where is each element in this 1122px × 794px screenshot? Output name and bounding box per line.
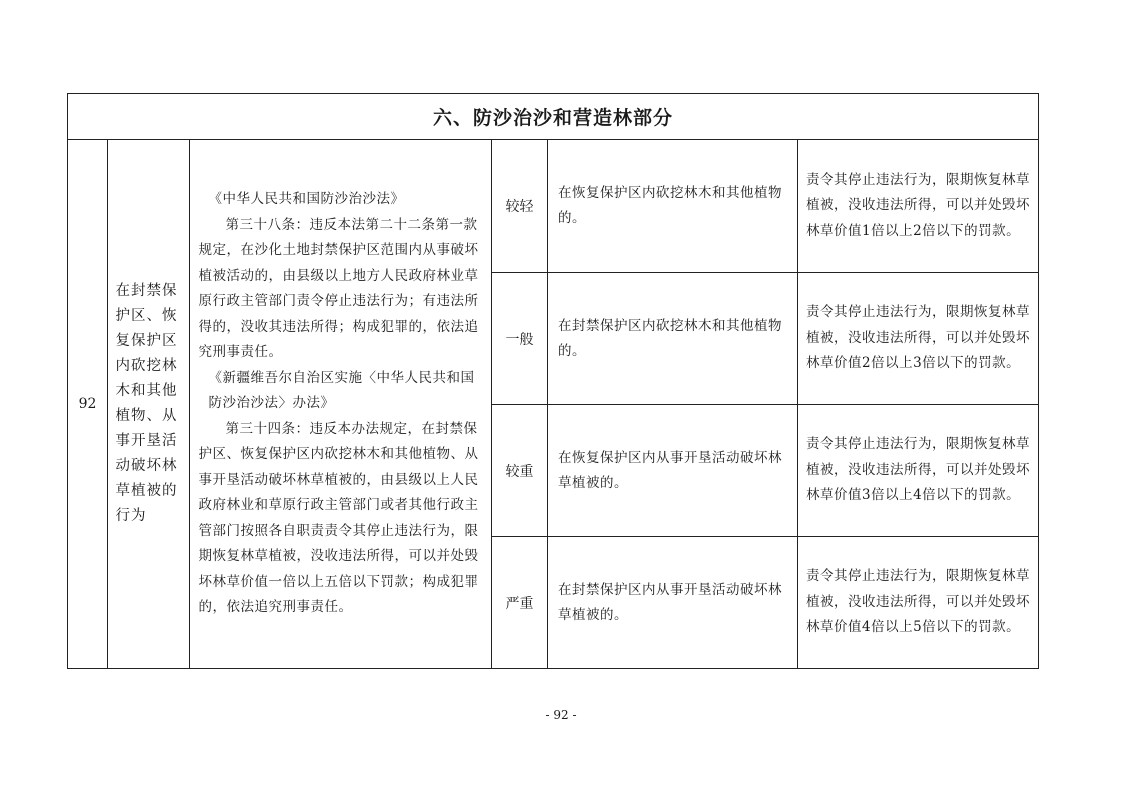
section-title: 六、防沙治沙和营造林部分 [68,94,1038,140]
law-article: 第三十四条：违反本办法规定，在封禁保护区、恢复保护区内砍挖林木和其他植物、从事开垦活动破坏林草植被的，由县级以上人民政府林业和草原行政主管部门或者其他行政主管部门按照各自职责责令其停止违法行为，限期恢复林草植被，没收违法所得，可以并处毁坏林草价值一倍以上五倍以下罚款；构成犯罪的，依法追究刑事责任。 [198,420,479,616]
penalty-standard: 责令其停止违法行为，限期恢复林草植被，没收违法所得，可以并处毁坏林草价值4倍以上5倍以下的罚款。 [806,568,1030,636]
severity-level: 一般 [492,273,548,404]
penalty-standard: 责令其停止违法行为，限期恢复林草植被，没收违法所得，可以并处毁坏林草价值3倍以上4倍以下的罚款。 [806,436,1030,504]
severity-level: 严重 [492,537,548,668]
violation-condition: 在恢复保护区内砍挖林木和其他植物的。 [548,140,798,272]
legal-basis-text [199,187,483,621]
severity-level: 较重 [492,405,548,536]
violation-condition: 在封禁保护区内从事开垦活动破坏林草植被的。 [548,537,798,668]
penalty-standard: 责令其停止违法行为，限期恢复林草植被，没收违法所得，可以并处毁坏林草价值1倍以上2倍以下的罚款。 [806,171,1030,239]
violation-item-cell [108,140,190,668]
violation-condition: 在恢复保护区内从事开垦活动破坏林草植被的。 [548,405,798,536]
violation-condition: 在封禁保护区内砍挖林木和其他植物的。 [548,273,798,404]
severity-row [492,272,1038,404]
page-number: - 92 - [545,708,577,722]
severity-row [492,404,1038,536]
entry-number: 92 [68,140,108,668]
penalty-standard: 责令其停止违法行为，限期恢复林草植被，没收违法所得，可以并处毁坏林草价值2倍以上3倍以下的罚款。 [806,304,1030,372]
severity-row [492,536,1038,668]
severity-level: 较轻 [492,140,548,272]
legal-basis-cell [190,140,492,668]
penalty-table [67,93,1039,669]
law-article: 第三十八条：违反本法第二十二条第一款规定，在沙化土地封禁保护区范围内从事破坏植被活动的，由县级以上地方人民政府林业草原行政主管部门责令停止违法行为；有违法所得的，没收其违法所得；构成犯罪的，依法追究刑事责任。 [198,216,479,361]
severity-rows [492,140,1038,668]
law-title: 《中华人民共和国防沙治沙法》 [208,191,405,208]
severity-row [492,140,1038,272]
law-title: 《新疆维吾尔自治区实施〈中华人民共和国防沙治沙法〉办法》 [208,369,475,412]
violation-item-text: 在封禁保护区、恢复保护区内砍挖林木和其他植物、从事开垦活动破坏林草植被的行为 [115,283,178,524]
